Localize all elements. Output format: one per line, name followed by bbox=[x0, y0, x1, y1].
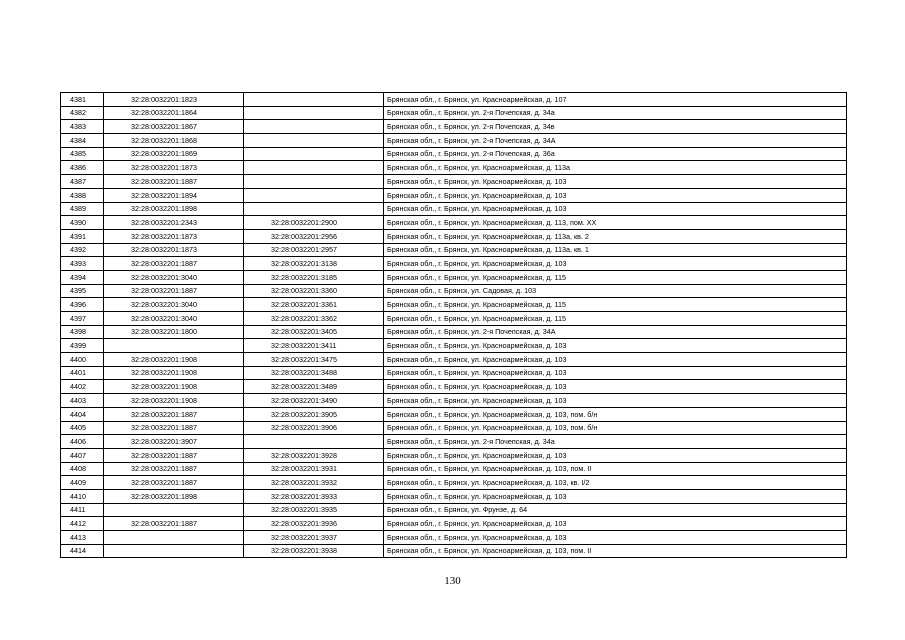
parcel-cadastral-number-cell: 32:28:0032201:1908 bbox=[104, 380, 244, 394]
parcel-cadastral-number-cell: 32:28:0032201:3040 bbox=[104, 270, 244, 284]
table-row bbox=[61, 435, 847, 449]
object-cadastral-number-cell: 32:28:0032201:3360 bbox=[244, 284, 384, 298]
table-row bbox=[61, 120, 847, 134]
address-cell: Брянская обл., г. Брянск, ул. Красноармейская, д. 103 bbox=[384, 394, 847, 408]
row-number-cell: 4395 bbox=[61, 284, 104, 298]
parcel-cadastral-number-cell: 32:28:0032201:2343 bbox=[104, 216, 244, 230]
object-cadastral-number-cell: 32:28:0032201:2900 bbox=[244, 216, 384, 230]
parcel-cadastral-number-cell: 32:28:0032201:1887 bbox=[104, 421, 244, 435]
address-cell: Брянская обл., г. Брянск, ул. Красноармейская, д. 103 bbox=[384, 202, 847, 216]
parcel-cadastral-number-cell: 32:28:0032201:1887 bbox=[104, 284, 244, 298]
table-row bbox=[61, 188, 847, 202]
parcel-cadastral-number-cell: 32:28:0032201:1887 bbox=[104, 175, 244, 189]
address-cell: Брянская обл., г. Брянск, ул. Красноармейская, д. 103 bbox=[384, 257, 847, 271]
parcel-cadastral-number-cell: 32:28:0032201:1869 bbox=[104, 147, 244, 161]
object-cadastral-number-cell bbox=[244, 106, 384, 120]
object-cadastral-number-cell: 32:28:0032201:3937 bbox=[244, 531, 384, 545]
address-cell: Брянская обл., г. Брянск, ул. Красноармейская, д. 113а, кв. 2 bbox=[384, 229, 847, 243]
parcel-cadastral-number-cell: 32:28:0032201:3040 bbox=[104, 312, 244, 326]
row-number-cell: 4389 bbox=[61, 202, 104, 216]
parcel-cadastral-number-cell: 32:28:0032201:1887 bbox=[104, 517, 244, 531]
row-number-cell: 4385 bbox=[61, 147, 104, 161]
parcel-cadastral-number-cell: 32:28:0032201:1887 bbox=[104, 448, 244, 462]
object-cadastral-number-cell: 32:28:0032201:3933 bbox=[244, 489, 384, 503]
object-cadastral-number-cell bbox=[244, 93, 384, 107]
row-number-cell: 4382 bbox=[61, 106, 104, 120]
table-row bbox=[61, 325, 847, 339]
object-cadastral-number-cell: 32:28:0032201:3936 bbox=[244, 517, 384, 531]
parcel-cadastral-number-cell: 32:28:0032201:1800 bbox=[104, 325, 244, 339]
row-number-cell: 4404 bbox=[61, 407, 104, 421]
object-cadastral-number-cell: 32:28:0032201:3935 bbox=[244, 503, 384, 517]
object-cadastral-number-cell: 32:28:0032201:3928 bbox=[244, 448, 384, 462]
parcel-cadastral-number-cell bbox=[104, 544, 244, 558]
parcel-cadastral-number-cell: 32:28:0032201:1887 bbox=[104, 462, 244, 476]
parcel-cadastral-number-cell bbox=[104, 503, 244, 517]
table-row bbox=[61, 476, 847, 490]
table-row bbox=[61, 394, 847, 408]
table-row bbox=[61, 243, 847, 257]
parcel-cadastral-number-cell bbox=[104, 339, 244, 353]
parcel-cadastral-number-cell: 32:28:0032201:1868 bbox=[104, 134, 244, 148]
row-number-cell: 4413 bbox=[61, 531, 104, 545]
table-row bbox=[61, 270, 847, 284]
row-number-cell: 4383 bbox=[61, 120, 104, 134]
parcel-cadastral-number-cell: 32:28:0032201:1908 bbox=[104, 394, 244, 408]
address-cell: Брянская обл., г. Брянск, ул. Красноармейская, д. 103, пом. б/н bbox=[384, 421, 847, 435]
address-cell: Брянская обл., г. Брянск, ул. 2-я Почепская, д. 36а bbox=[384, 147, 847, 161]
parcel-cadastral-number-cell: 32:28:0032201:1873 bbox=[104, 229, 244, 243]
row-number-cell: 4411 bbox=[61, 503, 104, 517]
row-number-cell: 4388 bbox=[61, 188, 104, 202]
address-cell: Брянская обл., г. Брянск, ул. Красноармейская, д. 103 bbox=[384, 175, 847, 189]
address-cell: Брянская обл., г. Брянск, ул. Фрунзе, д. 64 bbox=[384, 503, 847, 517]
address-cell: Брянская обл., г. Брянск, ул. Садовая, д. 103 bbox=[384, 284, 847, 298]
table-row bbox=[61, 106, 847, 120]
parcel-cadastral-number-cell: 32:28:0032201:1873 bbox=[104, 243, 244, 257]
object-cadastral-number-cell: 32:28:0032201:3489 bbox=[244, 380, 384, 394]
parcel-cadastral-number-cell: 32:28:0032201:1894 bbox=[104, 188, 244, 202]
parcel-cadastral-number-cell: 32:28:0032201:1873 bbox=[104, 161, 244, 175]
table-row bbox=[61, 544, 847, 558]
address-cell: Брянская обл., г. Брянск, ул. 2-я Почепская, д. 34в bbox=[384, 120, 847, 134]
row-number-cell: 4410 bbox=[61, 489, 104, 503]
object-cadastral-number-cell: 32:28:0032201:3905 bbox=[244, 407, 384, 421]
row-number-cell: 4393 bbox=[61, 257, 104, 271]
address-cell: Брянская обл., г. Брянск, ул. Красноармейская, д. 103 bbox=[384, 531, 847, 545]
row-number-cell: 4386 bbox=[61, 161, 104, 175]
row-number-cell: 4403 bbox=[61, 394, 104, 408]
address-cell: Брянская обл., г. Брянск, ул. 2-я Почепская, д. 34а bbox=[384, 435, 847, 449]
row-number-cell: 4398 bbox=[61, 325, 104, 339]
row-number-cell: 4401 bbox=[61, 366, 104, 380]
object-cadastral-number-cell bbox=[244, 147, 384, 161]
parcel-cadastral-number-cell: 32:28:0032201:1867 bbox=[104, 120, 244, 134]
table-row bbox=[61, 531, 847, 545]
object-cadastral-number-cell: 32:28:0032201:3488 bbox=[244, 366, 384, 380]
object-cadastral-number-cell: 32:28:0032201:3938 bbox=[244, 544, 384, 558]
table-row bbox=[61, 517, 847, 531]
object-cadastral-number-cell: 32:28:0032201:3362 bbox=[244, 312, 384, 326]
address-cell: Брянская обл., г. Брянск, ул. Красноармейская, д. 115 bbox=[384, 270, 847, 284]
row-number-cell: 4400 bbox=[61, 353, 104, 367]
object-cadastral-number-cell: 32:28:0032201:3138 bbox=[244, 257, 384, 271]
table-row bbox=[61, 503, 847, 517]
table-row bbox=[61, 93, 847, 107]
object-cadastral-number-cell bbox=[244, 435, 384, 449]
row-number-cell: 4402 bbox=[61, 380, 104, 394]
address-cell: Брянская обл., г. Брянск, ул. Красноармейская, д. 113а, кв. 1 bbox=[384, 243, 847, 257]
table-row bbox=[61, 175, 847, 189]
table-row bbox=[61, 134, 847, 148]
parcel-cadastral-number-cell: 32:28:0032201:1887 bbox=[104, 407, 244, 421]
parcel-cadastral-number-cell: 32:28:0032201:3040 bbox=[104, 298, 244, 312]
object-cadastral-number-cell bbox=[244, 134, 384, 148]
object-cadastral-number-cell: 32:28:0032201:3361 bbox=[244, 298, 384, 312]
address-cell: Брянская обл., г. Брянск, ул. Красноармейская, д. 103 bbox=[384, 366, 847, 380]
address-cell: Брянская обл., г. Брянск, ул. Красноармейская, д. 113а bbox=[384, 161, 847, 175]
table-row bbox=[61, 462, 847, 476]
address-cell: Брянская обл., г. Брянск, ул. Красноармейская, д. 103 bbox=[384, 339, 847, 353]
object-cadastral-number-cell: 32:28:0032201:3475 bbox=[244, 353, 384, 367]
address-cell: Брянская обл., г. Брянск, ул. Красноармейская, д. 103, пом. II bbox=[384, 462, 847, 476]
object-cadastral-number-cell bbox=[244, 161, 384, 175]
table-row bbox=[61, 202, 847, 216]
parcel-cadastral-number-cell: 32:28:0032201:1908 bbox=[104, 366, 244, 380]
object-cadastral-number-cell bbox=[244, 202, 384, 216]
address-cell: Брянская обл., г. Брянск, ул. Красноармейская, д. 103, пом. б/н bbox=[384, 407, 847, 421]
table-body bbox=[61, 93, 847, 558]
address-cell: Брянская обл., г. Брянск, ул. Красноармейская, д. 115 bbox=[384, 312, 847, 326]
address-cell: Брянская обл., г. Брянск, ул. Красноармейская, д. 103, пом. II bbox=[384, 544, 847, 558]
object-cadastral-number-cell: 32:28:0032201:3931 bbox=[244, 462, 384, 476]
address-cell: Брянская обл., г. Брянск, ул. Красноармейская, д. 113, пом. XX bbox=[384, 216, 847, 230]
object-cadastral-number-cell: 32:28:0032201:3405 bbox=[244, 325, 384, 339]
table-row bbox=[61, 229, 847, 243]
row-number-cell: 4387 bbox=[61, 175, 104, 189]
table-row bbox=[61, 284, 847, 298]
row-number-cell: 4412 bbox=[61, 517, 104, 531]
address-cell: Брянская обл., г. Брянск, ул. Красноармейская, д. 103 bbox=[384, 517, 847, 531]
row-number-cell: 4405 bbox=[61, 421, 104, 435]
parcel-cadastral-number-cell: 32:28:0032201:3907 bbox=[104, 435, 244, 449]
row-number-cell: 4407 bbox=[61, 448, 104, 462]
table-row bbox=[61, 147, 847, 161]
row-number-cell: 4397 bbox=[61, 312, 104, 326]
object-cadastral-number-cell bbox=[244, 120, 384, 134]
address-cell: Брянская обл., г. Брянск, ул. Красноармейская, д. 103, кв. I/2 bbox=[384, 476, 847, 490]
table-row bbox=[61, 161, 847, 175]
table-row bbox=[61, 448, 847, 462]
object-cadastral-number-cell: 32:28:0032201:3185 bbox=[244, 270, 384, 284]
row-number-cell: 4392 bbox=[61, 243, 104, 257]
row-number-cell: 4408 bbox=[61, 462, 104, 476]
address-cell: Брянская обл., г. Брянск, ул. Красноармейская, д. 103 bbox=[384, 353, 847, 367]
table-row bbox=[61, 312, 847, 326]
object-cadastral-number-cell: 32:28:0032201:3490 bbox=[244, 394, 384, 408]
row-number-cell: 4384 bbox=[61, 134, 104, 148]
object-cadastral-number-cell bbox=[244, 175, 384, 189]
table-row bbox=[61, 298, 847, 312]
object-cadastral-number-cell: 32:28:0032201:3932 bbox=[244, 476, 384, 490]
row-number-cell: 4396 bbox=[61, 298, 104, 312]
row-number-cell: 4390 bbox=[61, 216, 104, 230]
table-row bbox=[61, 407, 847, 421]
table-row bbox=[61, 353, 847, 367]
address-cell: Брянская обл., г. Брянск, ул. 2-я Почепская, д. 34А bbox=[384, 134, 847, 148]
address-cell: Брянская обл., г. Брянск, ул. Красноармейская, д. 115 bbox=[384, 298, 847, 312]
table-row bbox=[61, 366, 847, 380]
object-cadastral-number-cell bbox=[244, 188, 384, 202]
row-number-cell: 4381 bbox=[61, 93, 104, 107]
parcel-cadastral-number-cell: 32:28:0032201:1823 bbox=[104, 93, 244, 107]
row-number-cell: 4406 bbox=[61, 435, 104, 449]
table-row bbox=[61, 421, 847, 435]
address-cell: Брянская обл., г. Брянск, ул. Красноармейская, д. 107 bbox=[384, 93, 847, 107]
row-number-cell: 4394 bbox=[61, 270, 104, 284]
parcel-cadastral-number-cell: 32:28:0032201:1864 bbox=[104, 106, 244, 120]
object-cadastral-number-cell: 32:28:0032201:3906 bbox=[244, 421, 384, 435]
table-row bbox=[61, 216, 847, 230]
parcel-cadastral-number-cell: 32:28:0032201:1908 bbox=[104, 353, 244, 367]
table-row bbox=[61, 380, 847, 394]
parcel-cadastral-number-cell: 32:28:0032201:1887 bbox=[104, 257, 244, 271]
address-cell: Брянская обл., г. Брянск, ул. 2-я Почепская, д. 34А bbox=[384, 325, 847, 339]
address-cell: Брянская обл., г. Брянск, ул. Красноармейская, д. 103 bbox=[384, 448, 847, 462]
table-row bbox=[61, 489, 847, 503]
property-register-table bbox=[60, 92, 847, 558]
table-row bbox=[61, 339, 847, 353]
address-cell: Брянская обл., г. Брянск, ул. Красноармейская, д. 103 bbox=[384, 380, 847, 394]
page-number: 130 bbox=[444, 575, 461, 587]
row-number-cell: 4399 bbox=[61, 339, 104, 353]
parcel-cadastral-number-cell: 32:28:0032201:1887 bbox=[104, 476, 244, 490]
object-cadastral-number-cell: 32:28:0032201:3411 bbox=[244, 339, 384, 353]
parcel-cadastral-number-cell: 32:28:0032201:1898 bbox=[104, 202, 244, 216]
row-number-cell: 4409 bbox=[61, 476, 104, 490]
address-cell: Брянская обл., г. Брянск, ул. Красноармейская, д. 103 bbox=[384, 489, 847, 503]
address-cell: Брянская обл., г. Брянск, ул. Красноармейская, д. 103 bbox=[384, 188, 847, 202]
object-cadastral-number-cell: 32:28:0032201:2956 bbox=[244, 229, 384, 243]
row-number-cell: 4414 bbox=[61, 544, 104, 558]
parcel-cadastral-number-cell: 32:28:0032201:1898 bbox=[104, 489, 244, 503]
address-cell: Брянская обл., г. Брянск, ул. 2-я Почепская, д. 34а bbox=[384, 106, 847, 120]
object-cadastral-number-cell: 32:28:0032201:2957 bbox=[244, 243, 384, 257]
parcel-cadastral-number-cell bbox=[104, 531, 244, 545]
row-number-cell: 4391 bbox=[61, 229, 104, 243]
table-row bbox=[61, 257, 847, 271]
